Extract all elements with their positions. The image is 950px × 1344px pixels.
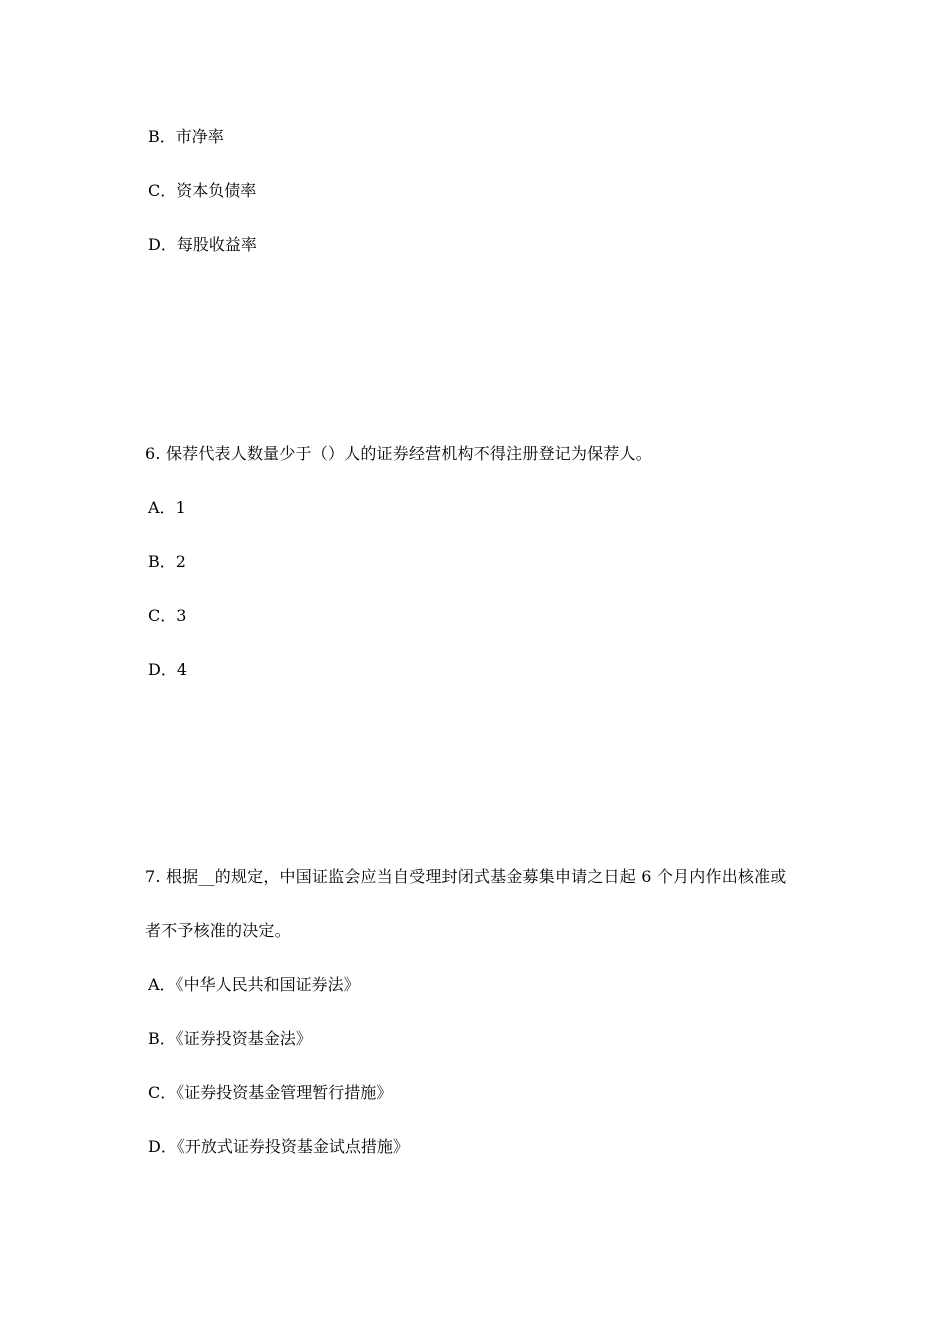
option-text: 《证券投资基金管理暂行措施》 — [176, 1083, 393, 1102]
q6-option-d — [148, 660, 187, 680]
option-letter: C． — [148, 1083, 177, 1102]
option-letter: D． — [148, 660, 177, 679]
q7-option-d — [148, 1137, 409, 1157]
option-b — [148, 127, 224, 147]
option-d — [148, 235, 257, 255]
option-text: 资本负债率 — [176, 181, 257, 200]
question-7-stem-line1: 7. 根据__的规定，中国证监会应当自受理封闭式基金募集申请之日起 6 个月内作出核准或 — [145, 867, 787, 886]
q6-option-a — [148, 498, 186, 518]
option-letter: A． — [148, 498, 176, 517]
question-6-stem: 6. 保荐代表人数量少于（）人的证券经营机构不得注册登记为保荐人。 — [145, 444, 652, 463]
option-c — [148, 181, 256, 201]
option-text: 4 — [176, 660, 188, 679]
option-text: 《中华人民共和国证券法》 — [175, 975, 360, 994]
option-letter: C． — [148, 606, 177, 625]
option-text: 2 — [175, 552, 186, 571]
question-7-stem-line2: 者不予核准的决定。 — [145, 921, 291, 940]
option-letter: C． — [148, 181, 177, 200]
option-letter: D． — [148, 235, 177, 254]
q7-option-a — [148, 975, 360, 995]
option-letter: B． — [148, 127, 176, 146]
option-letter: B． — [148, 552, 176, 571]
q6-option-b — [148, 552, 186, 572]
option-text: 3 — [176, 606, 187, 625]
option-letter: A． — [148, 975, 176, 994]
option-text: 每股收益率 — [176, 235, 257, 254]
q6-option-c — [148, 606, 186, 626]
option-text: 1 — [175, 498, 186, 517]
option-letter: D． — [148, 1137, 177, 1156]
option-text: 市净率 — [175, 127, 224, 146]
option-text: 《开放式证券投资基金试点措施》 — [176, 1137, 409, 1156]
option-letter: B． — [148, 1029, 176, 1048]
q7-option-b — [148, 1029, 312, 1049]
q7-option-c — [148, 1083, 392, 1103]
option-text: 《证券投资基金法》 — [175, 1029, 312, 1048]
